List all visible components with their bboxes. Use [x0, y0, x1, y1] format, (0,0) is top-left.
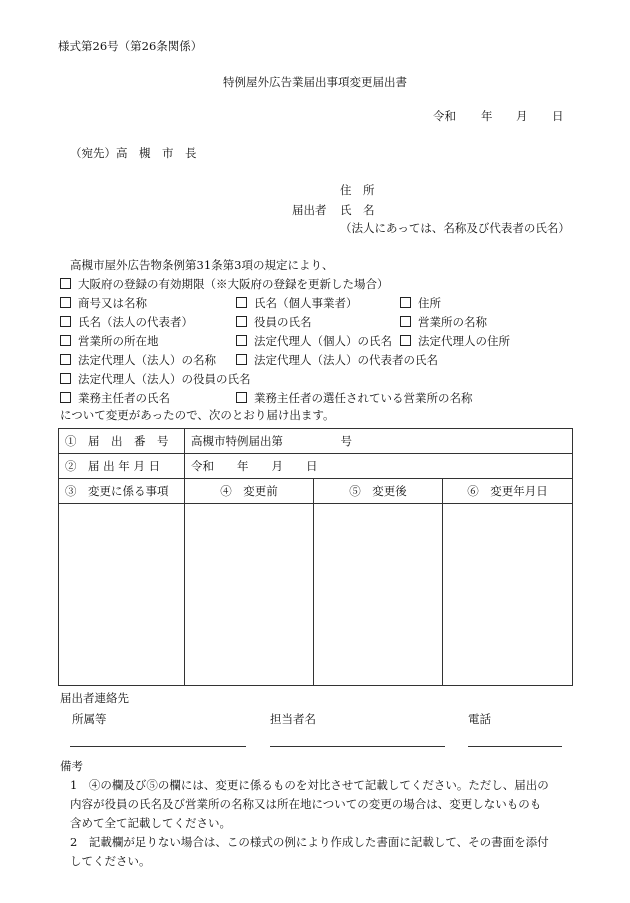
checkbox-icon — [236, 335, 247, 346]
date-month-label: 月 — [516, 109, 528, 123]
table-row — [59, 429, 573, 454]
form-title: 特例屋外広告業届出事項変更届出書 — [223, 75, 407, 89]
check-business-manager-office[interactable]: 業務主任者の選任されている営業所の名称 — [236, 390, 473, 406]
after-cell[interactable] — [314, 504, 443, 686]
checkbox-icon — [60, 335, 71, 346]
person-label: 担当者名 — [270, 712, 316, 726]
table-row — [59, 504, 573, 686]
table-row — [59, 454, 573, 479]
check-representative-name[interactable]: 氏名（法人の代表者） — [60, 314, 193, 330]
check-office-location[interactable]: 営業所の所在地 — [60, 333, 159, 349]
check-address[interactable]: 住所 — [400, 295, 441, 311]
phone-field[interactable] — [468, 746, 562, 747]
department-field[interactable] — [70, 746, 246, 747]
corporate-note: （法人にあっては、名称及び代表者の氏名） — [340, 221, 570, 235]
checkbox-icon — [400, 316, 411, 327]
date-era: 令和 — [433, 109, 456, 123]
before-cell[interactable] — [185, 504, 314, 686]
form-number: 様式第26号（第26条関係） — [58, 39, 203, 53]
check-legal-agent-corp-officers[interactable]: 法定代理人（法人）の役員の氏名 — [60, 371, 251, 387]
col-header-changed-item: ③ 変更に係る事項 — [59, 479, 185, 504]
change-date-cell[interactable] — [443, 504, 573, 686]
checkbox-icon — [236, 354, 247, 365]
checkbox-icon — [60, 297, 71, 308]
checkbox-icon — [60, 278, 71, 289]
note-1-line-1: 1 ④の欄及び⑤の欄には、変更に係るものを対比させて記載してください。ただし、届出の — [70, 778, 549, 792]
phone-label: 電話 — [468, 712, 491, 726]
intro-text: 高槻市屋外広告物条例第31条第3項の規定により、 — [70, 258, 334, 272]
check-trade-name[interactable]: 商号又は名称 — [60, 295, 147, 311]
checkbox-icon — [60, 373, 71, 384]
filing-number-field[interactable]: 高槻市特例届出第 号 — [185, 429, 573, 454]
department-label: 所属等 — [72, 712, 107, 726]
check-legal-agent-individual-name[interactable]: 法定代理人（個人）の氏名 — [236, 333, 392, 349]
address-label: 住 所 — [340, 183, 375, 197]
check-office-name[interactable]: 営業所の名称 — [400, 314, 487, 330]
col-header-after: ⑤ 変更後 — [314, 479, 443, 504]
note-2-line-2: してください。 — [70, 854, 151, 868]
name-label: 氏 名 — [340, 203, 375, 217]
check-registration-expiry[interactable]: 大阪府の登録の有効期限（※大阪府の登録を更新した場合） — [60, 276, 389, 292]
date-day-label: 日 — [552, 109, 564, 123]
check-officer-names[interactable]: 役員の氏名 — [236, 314, 312, 330]
checkbox-icon — [236, 297, 247, 308]
change-table — [58, 428, 573, 686]
check-legal-agent-corp-rep[interactable]: 法定代理人（法人）の代表者の氏名 — [236, 352, 438, 368]
checkbox-icon — [60, 354, 71, 365]
filing-number-label: ① 届 出 番 号 — [59, 429, 185, 454]
check-individual-name[interactable]: 氏名（個人事業者） — [236, 295, 358, 311]
check-legal-agent-address[interactable]: 法定代理人の住所 — [400, 333, 510, 349]
col-header-before: ④ 変更前 — [185, 479, 314, 504]
checkbox-icon — [400, 297, 411, 308]
person-field[interactable] — [270, 746, 445, 747]
contact-heading: 届出者連絡先 — [60, 691, 129, 705]
table-row — [59, 479, 573, 504]
note-2-line-1: 2 記載欄が足りない場合は、この様式の例により作成した書面に記載して、その書面を添付 — [70, 835, 549, 849]
checkbox-icon — [60, 392, 71, 403]
filing-date-label: ② 届 出 年 月 日 — [59, 454, 185, 479]
date-year-label: 年 — [481, 109, 493, 123]
checkbox-icon — [236, 316, 247, 327]
check-legal-agent-corp-name[interactable]: 法定代理人（法人）の名称 — [60, 352, 216, 368]
filing-date-field[interactable]: 令和 年 月 日 — [185, 454, 573, 479]
changed-item-cell[interactable] — [59, 504, 185, 686]
check-business-manager-name[interactable]: 業務主任者の氏名 — [60, 390, 170, 406]
addressee: （宛先）高 槻 市 長 — [70, 146, 197, 160]
notes-heading: 備考 — [60, 759, 83, 773]
outro-text: について変更があったので、次のとおり届け出ます。 — [60, 408, 335, 422]
filer-label: 届出者 — [292, 203, 327, 217]
checkbox-icon — [60, 316, 71, 327]
checkbox-icon — [400, 335, 411, 346]
note-1-line-3: 含めて全て記載してください。 — [70, 816, 231, 830]
note-1-line-2: 内容が役員の氏名及び営業所の名称又は所在地についての変更の場合は、変更しないものも — [70, 797, 542, 811]
checkbox-icon — [236, 392, 247, 403]
col-header-change-date: ⑥ 変更年月日 — [443, 479, 573, 504]
